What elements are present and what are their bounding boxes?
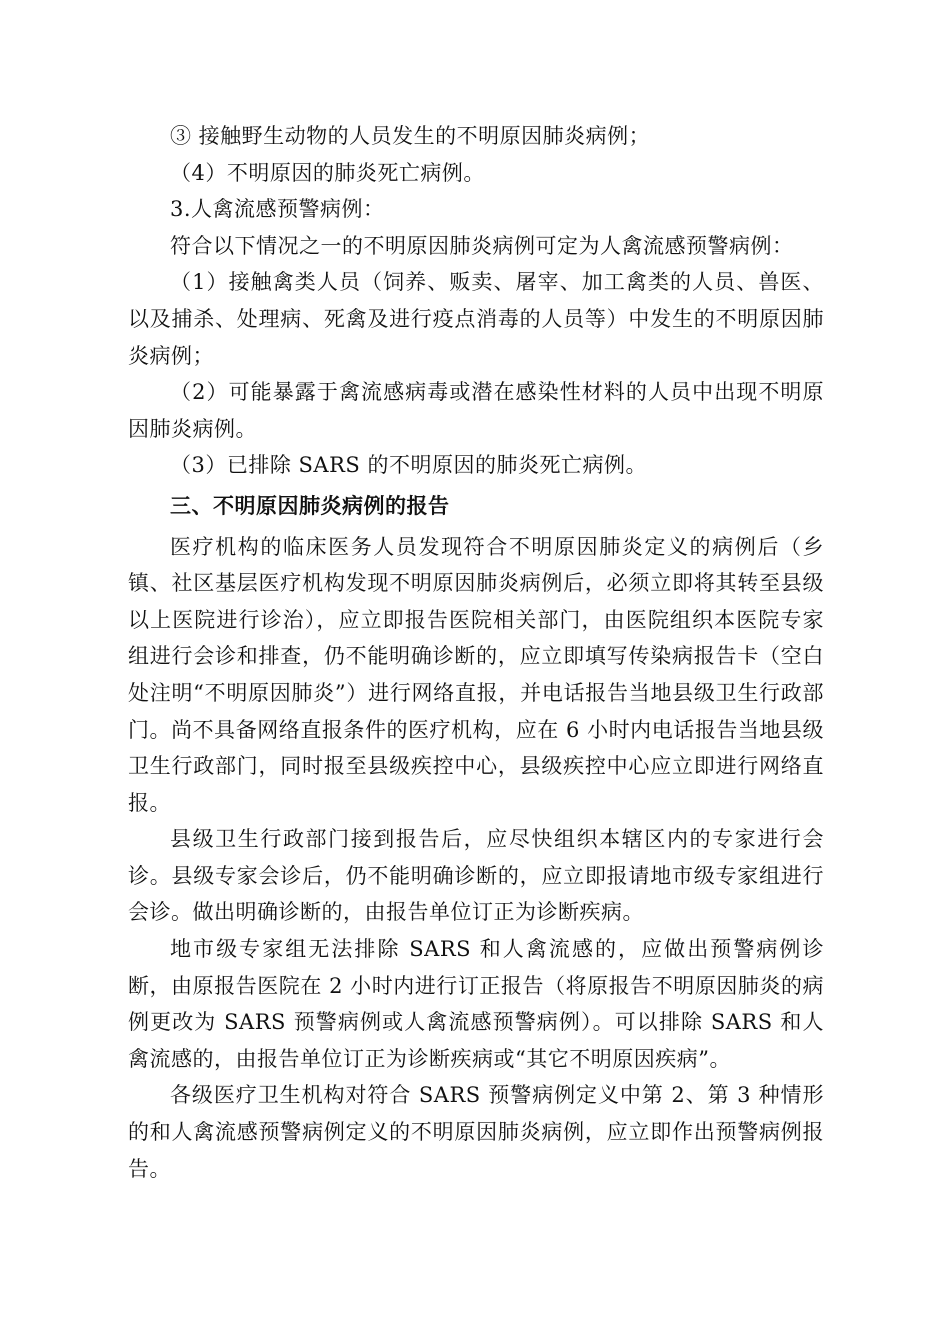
paragraph-reporting-2: 县级卫生行政部门接到报告后，应尽快组织本辖区内的专家进行会诊。县级专家会诊后，仍不能明确诊断的，应立即报请地市级专家组进行会诊。做出明确诊断的，由报告单位订正为诊断疾病。 xyxy=(128,827,824,925)
paragraph-item-3: ③ 接触野生动物的人员发生的不明原因肺炎病例； xyxy=(170,124,651,148)
document-body xyxy=(128,118,824,1187)
paragraph-avian-flu-item-1: （1）接触禽类人员（饲养、贩卖、屠宰、加工禽类的人员、兽医、以及捕杀、处理病、死禽及进行疫点消毒的人员等）中发生的不明原因肺炎病例； xyxy=(128,270,824,368)
paragraph-reporting-1: 医疗机构的临床医务人员发现符合不明原因肺炎定义的病例后（乡镇、社区基层医疗机构发现不明原因肺炎病例后，必须立即将其转至县级以上医院进行诊治），应立即报告医院相关部门，由医院组织本医院专家组进行会诊和排查，仍不能明确诊断的，应立即填写传染病报告卡（空白处注明“不明原因肺炎”）进行网络直报，并电话报告当地县级卫生行政部门。尚不具备网络直报条件的医疗机构，应在 6 小时内电话报告当地县级卫生行政部门，同时报至县级疾控中心，县级疾控中心应立即进行网络直报。 xyxy=(128,534,824,815)
subsection-title-avian-flu: 3.人禽流感预警病例： xyxy=(170,197,385,222)
paragraph-reporting-3: 地市级专家组无法排除 SARS 和人禽流感的，应做出预警病例诊断，由原报告医院在 2 小时内进行订正报告（将原报告不明原因肺炎的病例更改为 SARS 预警病例或人禽流感预警病例）。可以排除 SARS 和人禽流感的，由报告单位订正为诊断疾病或“其它不明原因疾病”。 xyxy=(128,937,824,1071)
paragraph-reporting-4: 各级医疗卫生机构对符合 SARS 预警病例定义中第 2、第 3 种情形的和人禽流感预警病例定义的不明原因肺炎病例，应立即作出预警病例报告。 xyxy=(128,1083,824,1181)
paragraph-avian-flu-item-2: （2）可能暴露于禽流感病毒或潜在感染性材料的人员中出现不明原因肺炎病例。 xyxy=(128,380,824,441)
section-heading-reporting: 三、不明原因肺炎病例的报告 xyxy=(170,493,450,518)
paragraph-item-4: （4）不明原因的肺炎死亡病例。 xyxy=(170,160,485,185)
paragraph-avian-flu-item-3: （3）已排除 SARS 的不明原因的肺炎死亡病例。 xyxy=(170,453,647,478)
paragraph-avian-flu-intro: 符合以下情况之一的不明原因肺炎病例可定为人禽流感预警病例： xyxy=(170,233,794,258)
